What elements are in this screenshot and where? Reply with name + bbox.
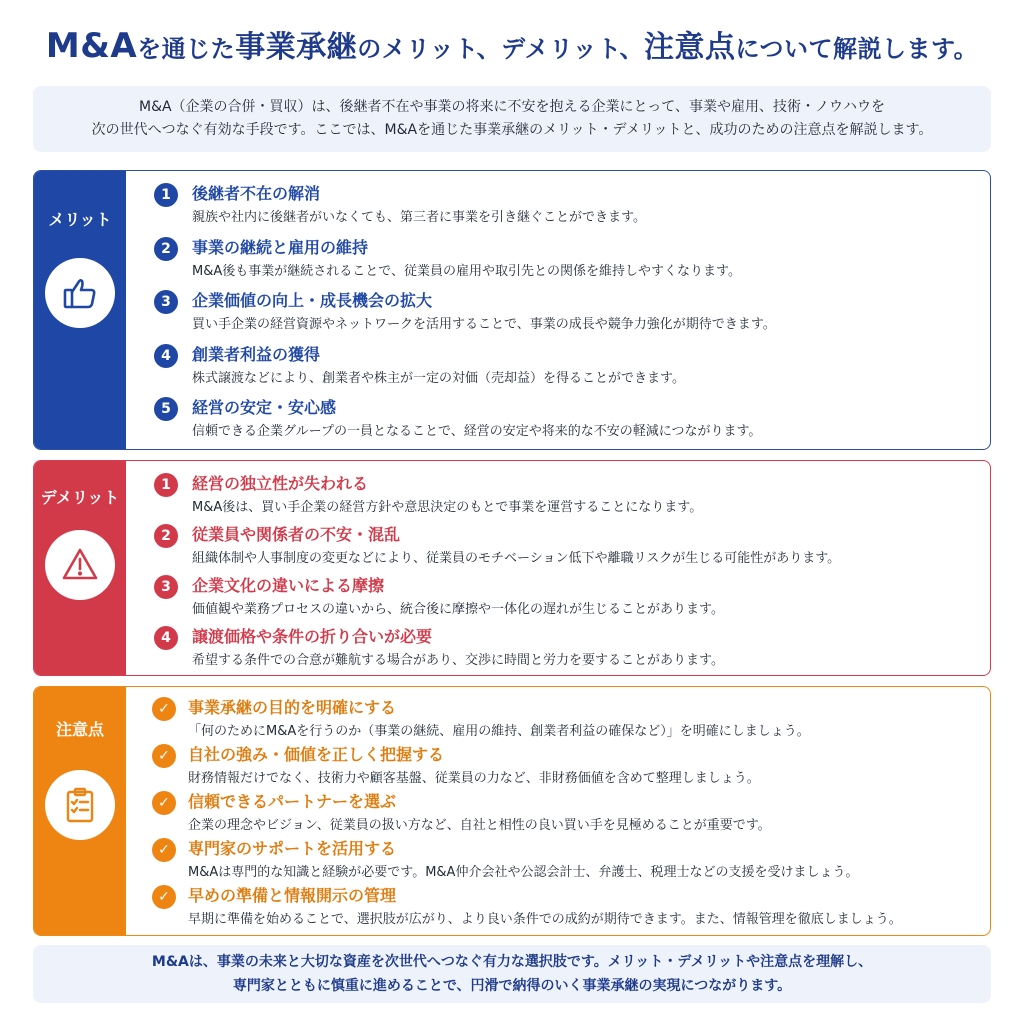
title-part-cautions: 注意点 — [644, 30, 736, 65]
caution-sidebar — [34, 687, 126, 935]
merit-item-title: 企業価値の向上・成長機会の拡大 — [192, 291, 433, 310]
merit-list — [154, 181, 976, 449]
demerit-item-desc: M&A後は、買い手企業の経営方針や意思決定のもとで事業を運営することになります。 — [192, 500, 703, 515]
summary-box — [33, 945, 991, 1003]
caution-item-3 — [152, 789, 976, 836]
demerit-icon-circle — [45, 530, 115, 600]
caution-item-5 — [152, 883, 976, 930]
demerit-section — [33, 460, 991, 676]
demerit-item-title: 従業員や関係者の不安・混乱 — [192, 525, 401, 544]
caution-item-1 — [152, 695, 976, 742]
merit-icon-circle — [45, 258, 115, 328]
page-title — [0, 22, 1024, 66]
intro-line-1: M&A（企業の合併・買収）は、後継者不在や事業の将来に不安を抱える企業にとって、事業や雇用、技術・ノウハウを — [138, 99, 885, 115]
merit-item-title: 後継者不在の解消 — [192, 184, 321, 203]
merit-item-desc: M&A後も事業が継続されることで、従業員の雇用や取引先との関係を維持しやすくなります。 — [192, 263, 741, 279]
demerit-item-title: 経営の独立性が失われる — [192, 474, 369, 493]
demerit-item-title: 企業文化の違いによる摩擦 — [192, 576, 385, 595]
title-part-ma: M&A — [45, 26, 138, 66]
merit-number-badge: 1 — [154, 183, 178, 207]
merit-item-desc: 買い手企業の経営資源やネットワークを活用することで、事業の成長や競争力強化が期待できます。 — [192, 317, 776, 332]
demerit-item-desc: 価値観や業務プロセスの違いから、統合後に摩擦や一体化の遅れが生じることがあります。 — [192, 602, 724, 617]
demerit-item-2 — [154, 522, 976, 573]
check-icon: ✓ — [152, 838, 176, 862]
demerit-number-badge: 3 — [154, 575, 178, 599]
title-part-ending: について解説します。 — [735, 35, 979, 63]
title-part-particle: を通じた — [137, 35, 236, 63]
merit-item-4 — [154, 342, 976, 396]
check-icon: ✓ — [152, 791, 176, 815]
merit-number-badge: 3 — [154, 290, 178, 314]
merit-number-badge: 2 — [154, 237, 178, 261]
check-icon: ✓ — [152, 744, 176, 768]
summary-line-2: 専門家とともに慎重に進めることで、円滑で納得のいく事業承継の実現につながります。 — [232, 978, 792, 994]
merit-item-5 — [154, 395, 976, 449]
summary-line-1: M&Aは、事業の未来と大切な資産を次世代へつなぐ有力な選択肢です。メリット・デメリットや注意点を理解し、 — [151, 954, 873, 970]
merit-item-title: 事業の継続と雇用の維持 — [192, 237, 369, 257]
caution-item-desc: 「何のためにM&Aを行うのか（事業の継続、雇用の維持、創業者利益の確保など）」を明確にしましょう。 — [188, 724, 810, 739]
merit-label: メリット — [48, 210, 112, 229]
caution-item-desc: 企業の理念やビジョン、従業員の扱い方など、自社と相性の良い買い手を見極めることが重要です。 — [188, 818, 771, 833]
caution-item-4 — [152, 836, 976, 883]
merit-item-title: 創業者利益の獲得 — [192, 344, 321, 364]
demerit-item-3 — [154, 573, 976, 624]
merit-item-2 — [154, 235, 976, 289]
demerit-number-badge: 4 — [154, 626, 178, 650]
demerit-item-title: 譲渡価格や条件の折り合いが必要 — [192, 627, 433, 646]
merit-item-title: 経営の安定・安心感 — [192, 398, 337, 417]
demerit-item-4 — [154, 624, 976, 675]
caution-item-2 — [152, 742, 976, 789]
title-part-business-succession: 事業承継 — [235, 30, 358, 65]
caution-item-desc: M&Aは専門的な知識と経験が必要です。M&A仲介会社や公認会計士、弁護士、税理士などの支援を受けましょう。 — [188, 865, 859, 880]
check-icon: ✓ — [152, 697, 176, 721]
caution-item-desc: 早期に準備を始めることで、選択肢が広がり、より良い条件での成約が期待できます。また、情報管理を徹底しましょう。 — [188, 912, 902, 927]
demerit-number-badge: 2 — [154, 524, 178, 548]
caution-item-desc: 財務情報だけでなく、技術力や顧客基盤、従業員の力など、非財務価値を含めて整理しましょう。 — [188, 771, 760, 786]
merit-section — [33, 170, 991, 450]
caution-section — [33, 686, 991, 936]
demerit-list — [154, 471, 976, 675]
demerit-item-desc: 希望する条件での合意が難航する場合があり、交渉に時間と労力を要することがあります。 — [192, 653, 724, 668]
caution-icon-circle — [45, 770, 115, 840]
merit-item-desc: 株式譲渡などにより、創業者や株主が一定の対価（売却益）を得ることができます。 — [192, 370, 685, 386]
thumbs-up-icon — [60, 273, 100, 313]
demerit-sidebar — [34, 461, 126, 675]
caution-item-title: 信頼できるパートナーを選ぶ — [188, 792, 397, 811]
check-icon: ✓ — [152, 885, 176, 909]
demerit-item-1 — [154, 471, 976, 522]
merit-item-1 — [154, 181, 976, 235]
merit-number-badge: 4 — [154, 344, 178, 368]
warning-icon — [60, 545, 100, 585]
intro-box — [33, 86, 991, 152]
merit-item-3 — [154, 288, 976, 342]
title-part-merits: のメリット、デメリット、 — [357, 35, 644, 63]
caution-item-title: 自社の強み・価値を正しく把握する — [188, 745, 445, 764]
caution-item-title: 早めの準備と情報開示の管理 — [188, 886, 397, 905]
caution-label: 注意点 — [55, 720, 104, 739]
demerit-number-badge: 1 — [154, 473, 178, 497]
caution-item-title: 事業承継の目的を明確にする — [188, 698, 397, 717]
caution-list — [152, 695, 976, 930]
merit-item-desc: 信頼できる企業グループの一員となることで、経営の安定や将来的な不安の軽減につながります。 — [192, 424, 762, 439]
merit-number-badge: 5 — [154, 397, 178, 421]
merit-sidebar — [34, 171, 126, 449]
merit-item-desc: 親族や社内に後継者がいなくても、第三者に事業を引き継ぐことができます。 — [192, 210, 646, 225]
caution-item-title: 専門家のサポートを活用する — [188, 839, 397, 858]
intro-line-2: 次の世代へつなぐ有効な手段です。ここでは、M&Aを通じた事業承継のメリット・デメリットと、成功のための注意点を解説します。 — [91, 122, 933, 138]
clipboard-check-icon — [60, 785, 100, 825]
demerit-label: デメリット — [40, 488, 120, 507]
demerit-item-desc: 組織体制や人事制度の変更などにより、従業員のモチベーション低下や離職リスクが生じる可能性があります。 — [192, 551, 841, 566]
